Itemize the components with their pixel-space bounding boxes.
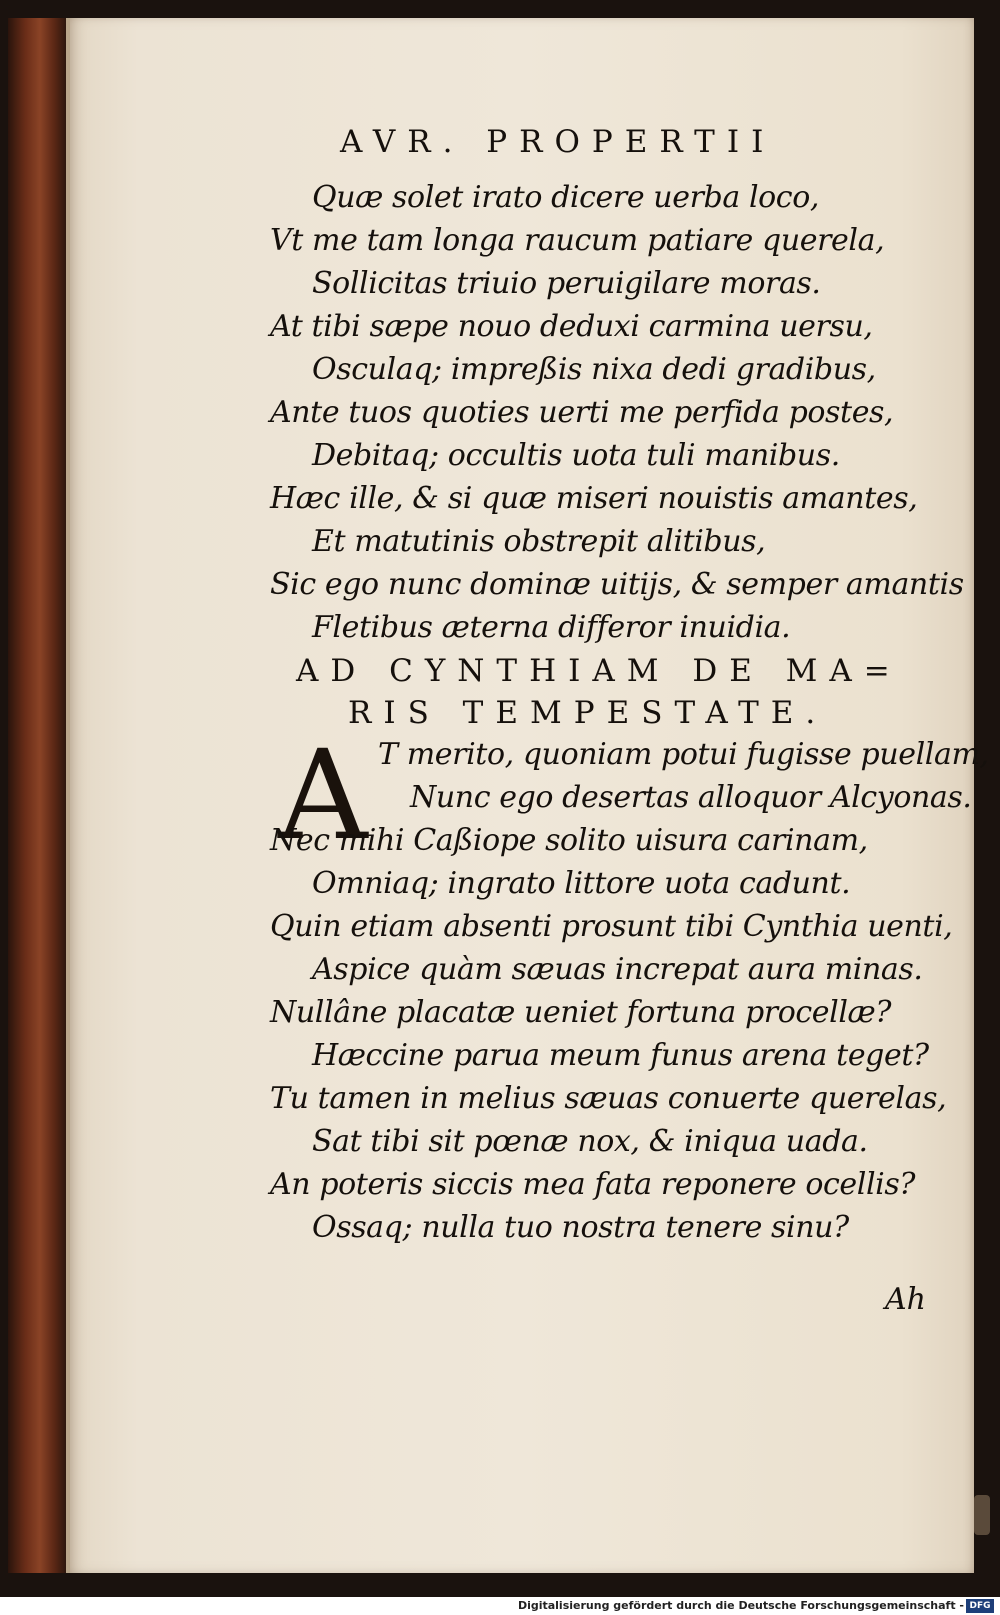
verse-line: Omniaq; ingrato littore uota cadunt. <box>312 866 851 901</box>
drop-initial: A <box>278 724 368 868</box>
footer-credit: Digitalisierung gefördert durch die Deutsche Forschungsgemeinschaft - <box>517 1599 964 1612</box>
running-head: AVR. PROPERTII <box>340 124 776 160</box>
catchword: Ah <box>885 1282 926 1317</box>
verse-line: Quin etiam absenti prosunt tibi Cynthia uenti, <box>270 909 953 944</box>
verse-line: Ossaq; nulla tuo nostra tenere sinu? <box>312 1210 849 1245</box>
dfg-logo-icon: DFG <box>966 1599 994 1613</box>
verse-line: T merito, quoniam potui fugisse puellam, <box>378 737 989 772</box>
verse-line: Sollicitas triuio peruigilare moras. <box>312 266 821 301</box>
verse-line: Vt me tam longa raucum patiare querela, <box>270 223 885 258</box>
verse-line: Quæ solet irato dicere uerba loco, <box>312 180 820 215</box>
verse-line: Nullâne placatæ ueniet fortuna procellæ? <box>270 995 892 1030</box>
verse-line: An poteris siccis mea fata reponere ocellis? <box>270 1167 916 1202</box>
verse-line: Aspice quàm sæuas increpat aura minas. <box>312 952 923 987</box>
verse-line: Osculaq; impreßis nixa dedi gradibus, <box>312 352 876 387</box>
verse-line: Sic ego nunc dominæ uitijs, & semper amantis <box>270 567 964 602</box>
verse-line: Et matutinis obstrepit alitibus, <box>312 524 766 559</box>
verse-line: Tu tamen in melius sæuas conuerte querelas, <box>270 1081 947 1116</box>
verse-line: Debitaq; occultis uota tuli manibus. <box>312 438 840 473</box>
verse-line: Nunc ego desertas alloquor Alcyonas. <box>410 780 972 815</box>
verse-line: Sat tibi sit pœnæ nox, & iniqua uada. <box>312 1124 868 1159</box>
verse-line: Ante tuos quoties uerti me perfida postes, <box>270 395 894 430</box>
verse-line: Hæccine parua meum funus arena teget? <box>312 1038 929 1073</box>
poem-heading-line: RIS TEMPESTATE. <box>348 695 828 731</box>
verse-line: Hæc ille, & si quæ miseri nouistis amantes, <box>270 481 918 516</box>
verse-line: Nec mihi Caßiope solito uisura carinam, <box>270 823 868 858</box>
verse-line: At tibi sæpe nouo deduxi carmina uersu, <box>270 309 873 344</box>
verse-line: Fletibus æterna differor inuidia. <box>312 610 791 645</box>
poem-heading-line: AD CYNTHIAM DE MA= <box>296 653 902 689</box>
